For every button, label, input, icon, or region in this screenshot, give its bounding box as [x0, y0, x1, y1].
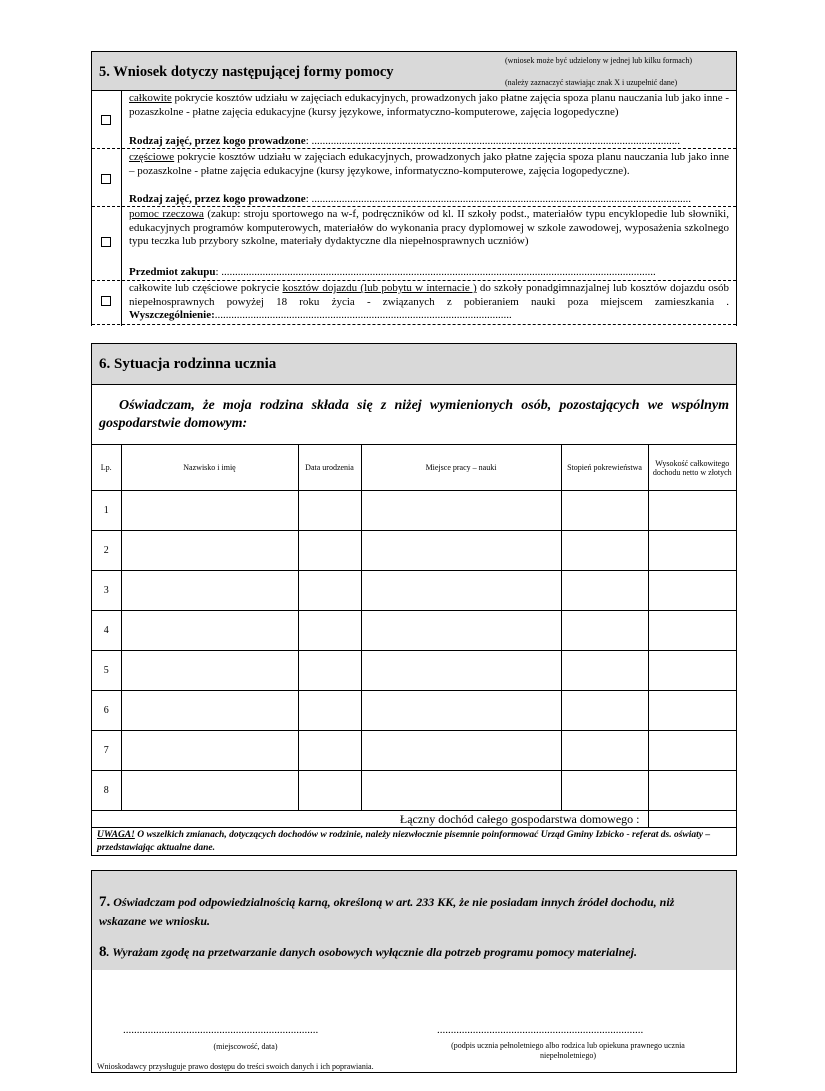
birthdate-cell[interactable] — [298, 771, 361, 811]
option-field-label: Rodzaj zajęć, przez kogo prowadzone — [129, 135, 306, 147]
divider — [92, 384, 736, 385]
signature-field[interactable]: ........................................................................... — [437, 1024, 644, 1036]
name-cell[interactable] — [121, 771, 298, 811]
relation-cell[interactable] — [561, 771, 648, 811]
declaration-text: Oświadczam, że moja rodzina składa się z niżej wymienionych osób, pozostających we wspólnym gospodarstwie domowym: — [99, 398, 729, 431]
option-description — [129, 92, 729, 119]
relation-cell[interactable] — [561, 731, 648, 771]
row-number: 4 — [92, 611, 121, 651]
section-5-title: 5. Wniosek dotyczy następującej formy pomocy — [99, 64, 394, 80]
income-cell[interactable] — [648, 651, 736, 691]
income-cell[interactable] — [648, 771, 736, 811]
option-field-dots: : .............................................................................................................................................................. — [215, 266, 656, 278]
option-field[interactable] — [129, 266, 729, 280]
option-field-label: Rodzaj zajęć, przez kogo prowadzone — [129, 193, 306, 205]
row-number: 3 — [92, 571, 121, 611]
name-cell[interactable] — [121, 611, 298, 651]
income-cell[interactable] — [648, 731, 736, 771]
column-header: Wysokość całkowitego dochodu netto w złotych — [648, 445, 736, 491]
option-text: (zakup: stroju sportowego na w-f, podręczników od kl. II szkoły podst., materiałów typu encyklopedie lub słowniki, edukacyjnych programów komputerowych, materiałów do wykonania pracy dyplomowej w szkole zawodowej, wyposażenia szkolnego typu teczka lub przybory szkolne, materiały dydaktyczne dla niepełnosprawnych uczniów) — [129, 208, 729, 247]
total-income-cell[interactable] — [648, 811, 736, 828]
statement-7-number: 7. — [99, 894, 111, 910]
row-number: 1 — [92, 491, 121, 531]
statement-7-text: Oświadczam pod odpowiedzialnością karną, określoną w art. 233 KK, że nie posiadam innych źródeł dochodu, niż wskazane we wniosku. — [99, 895, 675, 928]
income-cell[interactable] — [648, 691, 736, 731]
workplace-cell[interactable] — [361, 651, 561, 691]
workplace-cell[interactable] — [361, 691, 561, 731]
option-description — [129, 151, 729, 178]
workplace-cell[interactable] — [361, 491, 561, 531]
option-description — [129, 208, 729, 249]
section-6-title: 6. Sytuacja rodzinna ucznia — [99, 356, 277, 372]
row-divider — [92, 90, 736, 91]
workplace-cell[interactable] — [361, 531, 561, 571]
signature-caption: (podpis ucznia pełnoletniego albo rodzica lub opiekuna prawnego ucznia niepełnoletniego) — [451, 1041, 685, 1060]
table-header-row — [92, 445, 736, 491]
option-checkbox[interactable] — [101, 296, 111, 306]
workplace-cell[interactable] — [361, 611, 561, 651]
table-row — [92, 531, 736, 571]
option-field[interactable] — [129, 135, 729, 149]
row-divider — [92, 280, 736, 281]
row-number: 6 — [92, 691, 121, 731]
option-description — [129, 282, 729, 323]
income-cell[interactable] — [648, 531, 736, 571]
table-row — [92, 731, 736, 771]
name-cell[interactable] — [121, 531, 298, 571]
statement-8-number: 8 — [99, 944, 107, 960]
option-field-label: Wyszczególnienie: — [129, 309, 215, 321]
row-number: 8 — [92, 771, 121, 811]
row-number: 5 — [92, 651, 121, 691]
income-cell[interactable] — [648, 571, 736, 611]
column-header: Stopień pokrewieństwa — [561, 445, 648, 491]
option-field-dots: : .......................................................................................................................................... — [305, 193, 691, 205]
warning-text: O wszelkich zmianach, dotyczących dochodów w rodzinie, należy niezwłocznie pisemnie poinformować Urząd Gminy Izbicko - referat ds. oświaty – przedstawiając aktualne dane. — [97, 830, 711, 853]
income-cell[interactable] — [648, 491, 736, 531]
option-field-dots[interactable]: ............................................................................................................ — [214, 309, 512, 321]
table-row — [92, 491, 736, 531]
statement-8 — [99, 943, 729, 962]
section-5-note-2: (należy zaznaczyć stawiając znak X i uzupełnić dane) — [505, 78, 678, 87]
birthdate-cell[interactable] — [298, 491, 361, 531]
relation-cell[interactable] — [561, 651, 648, 691]
place-date-field[interactable]: ....................................................................... — [123, 1024, 319, 1036]
section-5-note-1: (wniosek może być udzielony w jednej lub kilku formach) — [505, 56, 693, 65]
row-number: 2 — [92, 531, 121, 571]
option-field-label: Przedmiot zakupu — [129, 266, 216, 278]
option-text: pokrycie kosztów udziału w zajęciach edukacyjnych, prowadzonych jako płatne zajęcia spoza planu nauczania lub jako inne – pozaszkolne - płatne zajęcia edukacyjne (kursy językowe, informatyczno-komputerowe, zajęcia logopedyczne). — [129, 151, 729, 177]
table-row — [92, 651, 736, 691]
column-header: Nazwisko i imię — [121, 445, 298, 491]
option-checkbox[interactable] — [101, 237, 111, 247]
name-cell[interactable] — [121, 491, 298, 531]
option-checkbox[interactable] — [101, 174, 111, 184]
statement-7 — [99, 893, 724, 931]
column-header: Lp. — [92, 445, 121, 491]
relation-cell[interactable] — [561, 571, 648, 611]
table-row — [92, 571, 736, 611]
warning-note — [97, 829, 731, 854]
family-table — [92, 444, 736, 828]
name-cell[interactable] — [121, 571, 298, 611]
option-lead: całkowite — [129, 92, 172, 104]
birthdate-cell[interactable] — [298, 731, 361, 771]
income-cell[interactable] — [648, 611, 736, 651]
row-number: 7 — [92, 731, 121, 771]
birthdate-cell[interactable] — [298, 571, 361, 611]
option-text: całkowite lub częściowe pokrycie — [129, 282, 283, 294]
option-text: pokrycie kosztów udziału w zajęciach edukacyjnych, prowadzonych jako płatne zajęcia spoza planu nauczania lub jako inne - pozaszkolne - płatne zajęcia edukacyjne (kursy językowe, informatyczno-komputerowe, zajęcia logopedyczne) — [129, 92, 729, 118]
name-cell[interactable] — [121, 691, 298, 731]
column-header: Data urodzenia — [298, 445, 361, 491]
workplace-cell[interactable] — [361, 771, 561, 811]
table-row — [92, 691, 736, 731]
option-lead: częściowe — [129, 151, 175, 163]
table-row — [92, 611, 736, 651]
option-underlined: kosztów dojazdu (lub pobytu w internacie ) — [282, 282, 477, 294]
option-lead: pomoc rzeczowa — [129, 208, 204, 220]
total-label: Łączny dochód całego gospodarstwa domowego : — [92, 811, 648, 828]
statement-8-text: . Wyrażam zgodę na przetwarzanie danych osobowych wyłącznie dla potrzeb programu pomocy materialnej. — [106, 945, 637, 959]
total-row — [92, 811, 736, 828]
footer-note: Wnioskodawcy przysługuje prawo dostępu do treści swoich danych i ich poprawiania. — [97, 1062, 374, 1071]
place-date-caption: (miejscowość, data) — [213, 1042, 278, 1051]
option-field-dots: : ...................................................................................................................................... — [305, 135, 680, 147]
warning-label: UWAGA! — [97, 830, 135, 840]
option-checkbox[interactable] — [101, 115, 111, 125]
birthdate-cell[interactable] — [298, 651, 361, 691]
option-text: do szkoły ponadgimnazjalnej lub kosztów dojazdu osób niepełnosprawnych powyżej 18 roku życia - związanych z pobieraniem nauki poza miejscem zamieszkania . — [129, 282, 730, 308]
relation-cell[interactable] — [561, 531, 648, 571]
name-cell[interactable] — [121, 651, 298, 691]
name-cell[interactable] — [121, 731, 298, 771]
birthdate-cell[interactable] — [298, 531, 361, 571]
birthdate-cell[interactable] — [298, 691, 361, 731]
column-header: Miejsce pracy – nauki — [361, 445, 561, 491]
workplace-cell[interactable] — [361, 571, 561, 611]
table-row — [92, 771, 736, 811]
relation-cell[interactable] — [561, 611, 648, 651]
workplace-cell[interactable] — [361, 731, 561, 771]
relation-cell[interactable] — [561, 491, 648, 531]
option-field[interactable] — [129, 193, 729, 207]
section-5-checkbox-column-divider — [121, 90, 122, 326]
row-divider — [92, 324, 736, 325]
birthdate-cell[interactable] — [298, 611, 361, 651]
relation-cell[interactable] — [561, 691, 648, 731]
